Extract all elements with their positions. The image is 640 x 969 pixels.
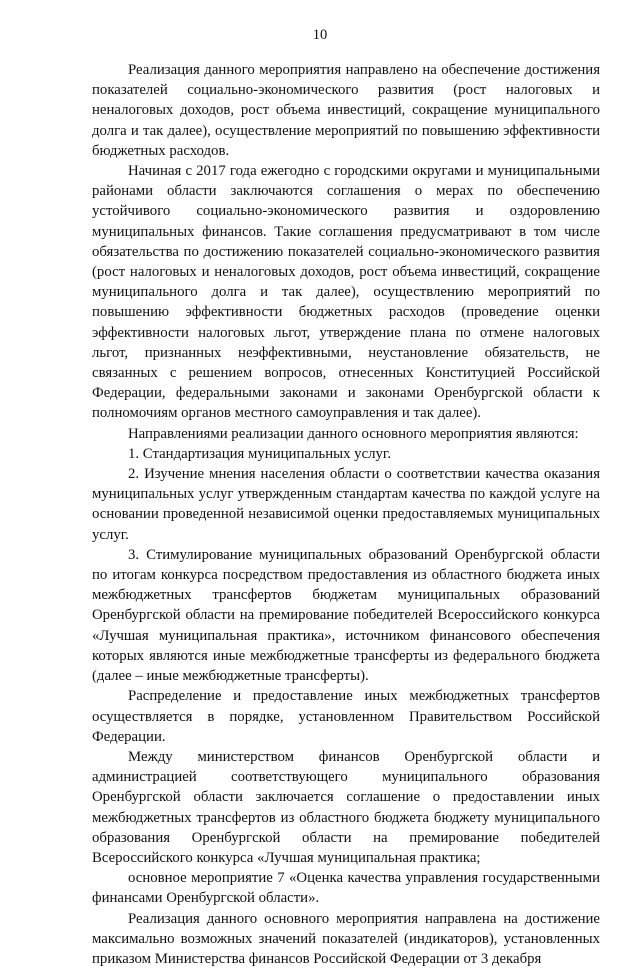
list-item-standardization: 1. Стандартизация муниципальных услуг. <box>128 445 392 462</box>
list-item-public-opinion: 2. Изучение мнения населения области о соответствии качества оказания муниципальных услуг утвержденным стандартам качества по каждой услуге на основании проведенной независимой оценки предоставляемых муниципальных услуг. <box>92 466 600 543</box>
paragraph-agreement-ministry: Между министерством финансов Оренбургской области и администрацией соответствующего муниципального образования Оренбургской области заключается соглашение о предоставлении иных межбюджетных трансфертов из областного бюджета бюджету муниципального образования Оренбургской области на премирование победителей Всероссийского конкурса «Лучшая муниципальная практика; <box>92 748 600 866</box>
paragraph-directions-intro: Направлениями реализации данного основного мероприятия являются: <box>128 425 579 442</box>
document-body <box>92 60 600 969</box>
paragraph-agreements: Начиная с 2017 года ежегодно с городскими округами и муниципальными районами области заключаются соглашения о мерах по обеспечению устойчивого социально-экономического развития и оздоровлению муниципальных финансов. Такие соглашения предусматривают в том числе обязательства по достижению показателей социально-экономического развития (рост налоговых и неналоговых доходов, рост объема инвестиций, сокращение муниципального долга и так далее), осуществлению мероприятий по повышению эффективности бюджетных расходов (проведение оценки эффективности налоговых льгот, утверждение плана по отмене налоговых льгот, признанных неэффективными, неустановление обязательств, не связанных с решением вопросов, отнесенных Конституцией Российской Федерации, федеральными законами и законами Оренбургской области к полномочиям органов местного самоуправления и так далее). <box>92 163 600 422</box>
page-number: 10 <box>312 27 328 43</box>
paragraph-measure-7: основное мероприятие 7 «Оценка качества управления государственными финансами Оренбургской области». <box>92 870 600 907</box>
paragraph-goal: Реализация данного мероприятия направлено на обеспечение достижения показателей социально-экономического развития (рост налоговых и неналоговых доходов, рост объема инвестиций, сокращение муниципального долга и так далее), осуществление мероприятий по повышению эффективности бюджетных расходов. <box>92 62 600 159</box>
list-item-incentives: 3. Стимулирование муниципальных образований Оренбургской области по итогам конкурса посредством предоставления из областного бюджета иных межбюджетных трансфертов бюджетам муниципальных образований Оренбургской области на премирование победителей Всероссийского конкурса «Лучшая муниципальная практика», источником финансового обеспечения которых являются иные межбюджетные трансферты из федерального бюджета (далее – иные межбюджетные трансферты). <box>92 546 600 685</box>
paragraph-distribution: Распределение и предоставление иных межбюджетных трансфертов осуществляется в порядке, установленном Правительством Российской Федерации. <box>92 688 600 745</box>
paragraph-measure-7-goal: Реализация данного основного мероприятия направлена на достижение максимально возможных значений показателей (индикаторов), установленных приказом Министерства финансов Российской Федерации от 3 декабря <box>92 910 600 967</box>
